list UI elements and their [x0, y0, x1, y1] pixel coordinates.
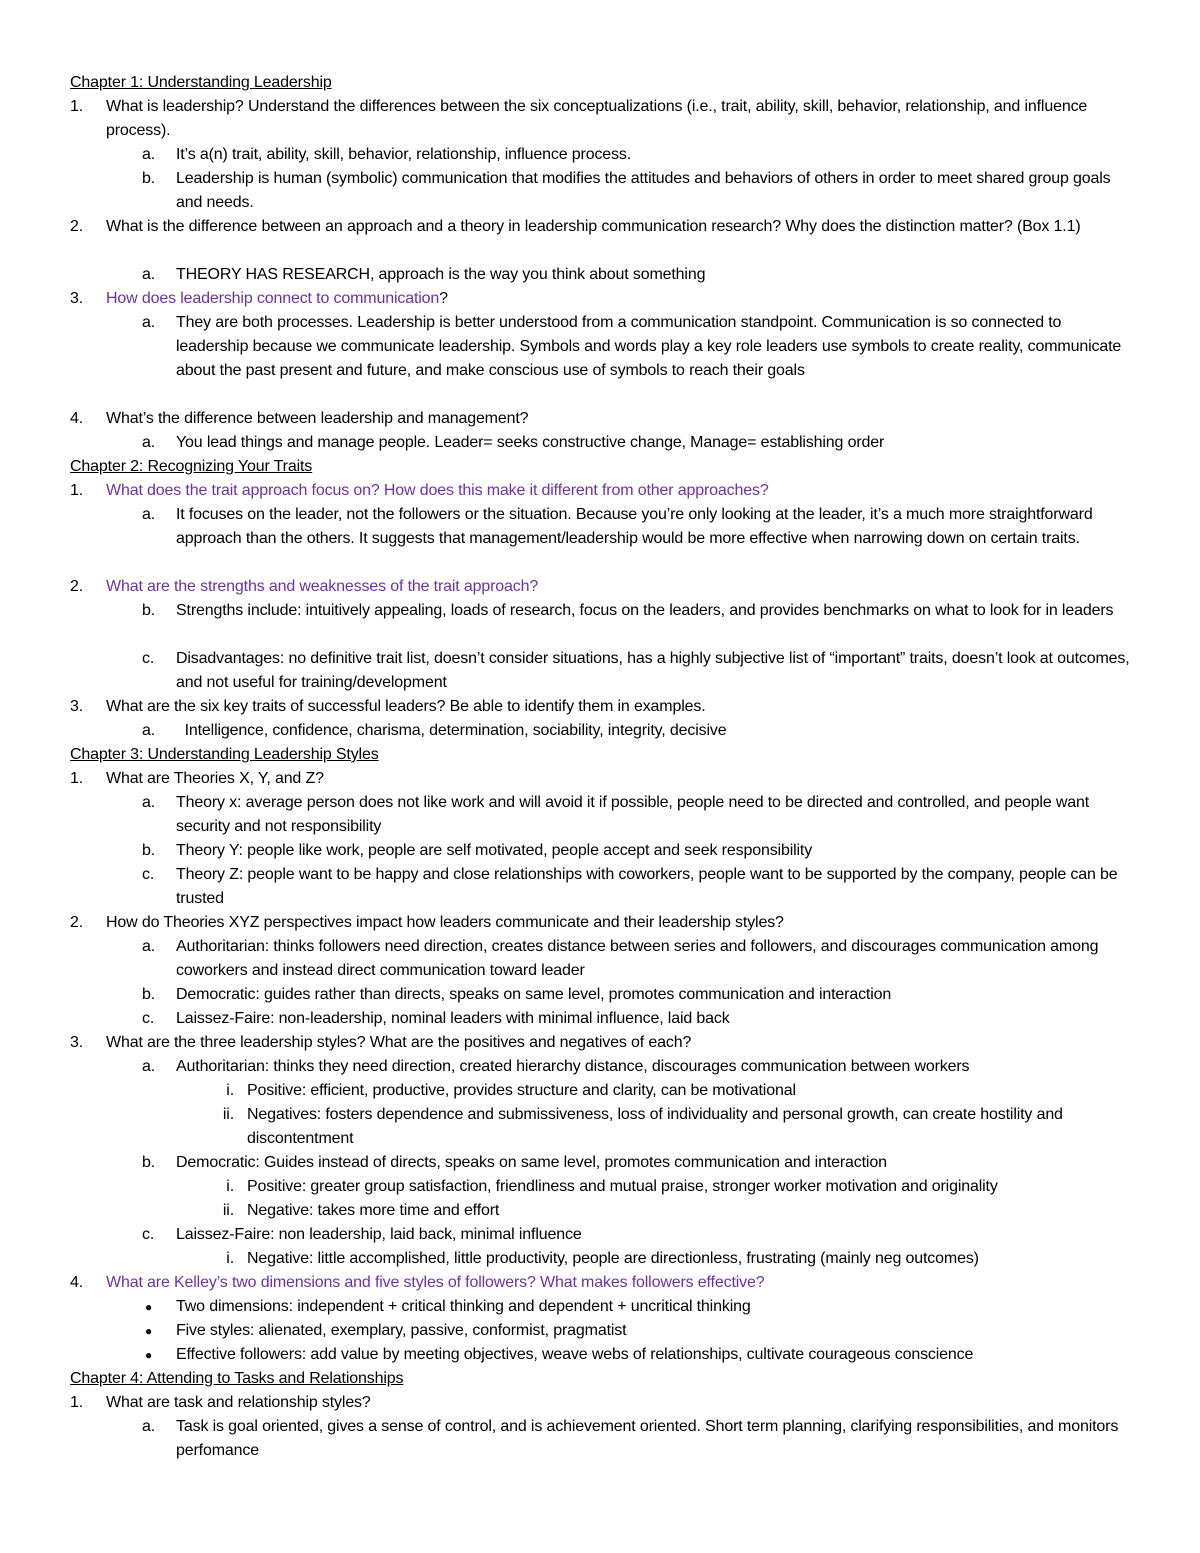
question-text: What are Theories X, Y, and Z?: [106, 770, 324, 787]
answer-marker: a.: [142, 722, 156, 739]
sub-answer-text: Negative: takes more time and effort: [247, 1202, 500, 1219]
answer-text: Theory x: average person does not like work and will avoid it if possible, people need to be directed and controlled, and people want security and not responsibility: [176, 794, 1090, 835]
answer-marker: b.: [142, 170, 156, 187]
answer-marker: a.: [142, 314, 156, 331]
answer-item: [70, 935, 1130, 983]
answer-item: [70, 431, 1130, 455]
question-item: [70, 911, 1130, 935]
chapter-2-heading: Chapter 2: Recognizing Your Traits: [70, 458, 313, 475]
question-number: 3.: [70, 698, 84, 715]
bullet-dot-icon: ●: [145, 1348, 153, 1362]
answer-item: [70, 503, 1130, 575]
question-item: [70, 407, 1130, 431]
question-number: 1.: [70, 1394, 84, 1411]
sub-answer-item: [70, 1175, 1130, 1199]
question-text: How do Theories XYZ perspectives impact how leaders communicate and their leadership styles?: [106, 914, 784, 931]
answer-item: [70, 1415, 1130, 1463]
chapter-3-heading: Chapter 3: Understanding Leadership Styles: [70, 746, 379, 763]
question-text: What are task and relationship styles?: [106, 1394, 371, 1411]
question-number: 2.: [70, 914, 84, 931]
answer-text: You lead things and manage people. Leader= seeks constructive change, Manage= establishing order: [176, 434, 885, 451]
answer-text: THEORY HAS RESEARCH, approach is the way you think about something: [176, 266, 706, 283]
sub-answer-item: [70, 1103, 1130, 1151]
question-number: 1.: [70, 482, 84, 499]
sub-answer-marker: i.: [226, 1082, 234, 1099]
question-number: 4.: [70, 1274, 84, 1291]
bullet-text: Effective followers: add value by meeting objectives, weave webs of relationships, cultivate courageous conscience: [176, 1346, 974, 1363]
question-number: 2.: [70, 218, 84, 235]
question-item: [70, 95, 1130, 143]
answer-text: Theory Z: people want to be happy and close relationships with coworkers, people want to be supported by the company, people can be trusted: [176, 866, 1118, 907]
sub-answer-item: [70, 1247, 1130, 1271]
answer-item: [70, 143, 1130, 167]
answer-item: [70, 311, 1130, 407]
answer-text: Democratic: Guides instead of directs, speaks on same level, promotes communication and interaction: [176, 1154, 887, 1171]
answer-item: [70, 719, 1130, 743]
answer-marker: a.: [142, 794, 156, 811]
answer-text: Leadership is human (symbolic) communication that modifies the attitudes and behaviors of others in order to meet shared group goals and needs.: [176, 170, 1111, 211]
answer-text: Strengths include: intuitively appealing, loads of research, focus on the leaders, and provides benchmarks on what to look for in leaders: [176, 602, 1114, 619]
highlighted-question: What does the trait approach focus on? How does this make it different from other approaches?: [106, 482, 769, 499]
chapter-1-heading: Chapter 1: Understanding Leadership: [70, 74, 332, 91]
question-number: 3.: [70, 1034, 84, 1051]
answer-item: [70, 647, 1130, 695]
answer-text: Authoritarian: thinks they need direction, created hierarchy distance, discourages communication between workers: [176, 1058, 970, 1075]
answer-item: [70, 863, 1130, 911]
question-item: [70, 1391, 1130, 1415]
answer-text: Intelligence, confidence, charisma, determination, sociability, integrity, decisive: [176, 722, 727, 739]
answer-marker: c.: [142, 650, 155, 667]
answer-item: [70, 983, 1130, 1007]
question-text: What are the three leadership styles? What are the positives and negatives of each?: [106, 1034, 692, 1051]
answer-item: [70, 1007, 1130, 1031]
question-text: What are the six key traits of successful leaders? Be able to identify them in examples.: [106, 698, 706, 715]
question-item: [70, 575, 1130, 599]
highlighted-question: How does leadership connect to communication: [106, 290, 440, 307]
sub-answer-item: [70, 1199, 1130, 1223]
question-item: [70, 215, 1130, 263]
chapter-4-heading: Chapter 4: Attending to Tasks and Relationships: [70, 1370, 404, 1387]
answer-marker: c.: [142, 1226, 155, 1243]
highlighted-question: What are the strengths and weaknesses of the trait approach?: [106, 578, 539, 595]
answer-item: [70, 839, 1130, 863]
sub-answer-text: Positive: efficient, productive, provides structure and clarity, can be motivational: [247, 1082, 796, 1099]
sub-answer-marker: ii.: [222, 1106, 234, 1123]
answer-item: [70, 599, 1130, 647]
answer-text: It focuses on the leader, not the followers or the situation. Because you’re only looking at the leader, it’s a much more straightforward approach than the others. It suggests that management/leadership would be more effective when narrowing down on certain traits.: [176, 506, 1093, 547]
answer-item: [70, 263, 1130, 287]
answer-text: Democratic: guides rather than directs, speaks on same level, promotes communication and interaction: [176, 986, 892, 1003]
answer-marker: b.: [142, 986, 156, 1003]
question-text: What’s the difference between leadership and management?: [106, 410, 529, 427]
answer-marker: a.: [142, 506, 156, 523]
answer-marker: a.: [142, 266, 156, 283]
answer-marker: c.: [142, 866, 155, 883]
answer-marker: a.: [142, 146, 156, 163]
study-guide: [70, 71, 1130, 1463]
answer-text: Authoritarian: thinks followers need direction, creates distance between series and followers, and discourages communication among coworkers and instead direct communication toward leader: [176, 938, 1099, 979]
answer-text: Theory Y: people like work, people are self motivated, people accept and seek responsibility: [176, 842, 813, 859]
answer-marker: b.: [142, 602, 156, 619]
sub-answer-marker: ii.: [222, 1202, 234, 1219]
sub-answer-item: [70, 1079, 1130, 1103]
question-item: [70, 695, 1130, 719]
answer-text: Laissez-Faire: non-leadership, nominal leaders with minimal influence, laid back: [176, 1010, 730, 1027]
question-text: What is leadership? Understand the differences between the six conceptualizations (i.e., trait, ability, skill, behavior, relationship, and influence process).: [106, 98, 1088, 139]
answer-marker: c.: [142, 1010, 155, 1027]
bullet-dot-icon: ●: [145, 1300, 153, 1314]
bullet-item: [70, 1295, 1130, 1319]
sub-answer-marker: i.: [226, 1250, 234, 1267]
sub-answer-text: Negative: little accomplished, little productivity, people are directionless, frustrating (mainly neg outcomes): [247, 1250, 979, 1267]
answer-text: It’s a(n) trait, ability, skill, behavior, relationship, influence process.: [176, 146, 632, 163]
question-suffix: ?: [439, 290, 448, 307]
bullet-text: Two dimensions: independent + critical thinking and dependent + uncritical thinking: [176, 1298, 751, 1315]
answer-item: [70, 1055, 1130, 1079]
question-text: [106, 287, 1130, 311]
answer-marker: a.: [142, 1418, 156, 1435]
highlighted-question: What are Kelley’s two dimensions and five styles of followers? What makes followers effective?: [106, 1274, 765, 1291]
question-number: 3.: [70, 290, 84, 307]
question-number: 1.: [70, 770, 84, 787]
answer-marker: a.: [142, 434, 156, 451]
question-item: [70, 1271, 1130, 1295]
answer-marker: b.: [142, 1154, 156, 1171]
answer-marker: a.: [142, 1058, 156, 1075]
answer-item: [70, 791, 1130, 839]
answer-marker: a.: [142, 938, 156, 955]
sub-answer-text: Positive: greater group satisfaction, friendliness and mutual praise, stronger worker motivation and originality: [247, 1178, 998, 1195]
question-number: 2.: [70, 578, 84, 595]
answer-item: [70, 1151, 1130, 1175]
answer-text: Task is goal oriented, gives a sense of control, and is achievement oriented. Short term planning, clarifying responsibilities, and monitors perfomance: [176, 1418, 1119, 1459]
question-item: [70, 287, 1130, 311]
answer-item: [70, 1223, 1130, 1247]
answer-text: Laissez-Faire: non leadership, laid back, minimal influence: [176, 1226, 582, 1243]
answer-text: Disadvantages: no definitive trait list, doesn’t consider situations, has a highly subjective list of “important” traits, doesn’t look at outcomes, and not useful for training/development: [176, 650, 1130, 691]
bullet-text: Five styles: alienated, exemplary, passive, conformist, pragmatist: [176, 1322, 627, 1339]
question-number: 1.: [70, 98, 84, 115]
answer-item: [70, 167, 1130, 215]
question-item: [70, 767, 1130, 791]
question-text: What is the difference between an approach and a theory in leadership communication research? Why does the distinction matter? (Box 1.1): [106, 218, 1081, 235]
bullet-item: [70, 1343, 1130, 1367]
question-number: 4.: [70, 410, 84, 427]
bullet-item: [70, 1319, 1130, 1343]
answer-marker: b.: [142, 842, 156, 859]
answer-text: They are both processes. Leadership is better understood from a communication standpoint. Communication is so connected to leadership because we communicate leadership. Symbols and words play a key role leaders use symbols to create reality, communicate about the past present and future, and make conscious use of symbols to reach their goals: [176, 314, 1122, 379]
sub-answer-text: Negatives: fosters dependence and submissiveness, loss of individuality and personal growth, can create hostility and discontentment: [247, 1106, 1063, 1147]
sub-answer-marker: i.: [226, 1178, 234, 1195]
bullet-dot-icon: ●: [145, 1324, 153, 1338]
question-item: [70, 479, 1130, 503]
question-item: [70, 1031, 1130, 1055]
